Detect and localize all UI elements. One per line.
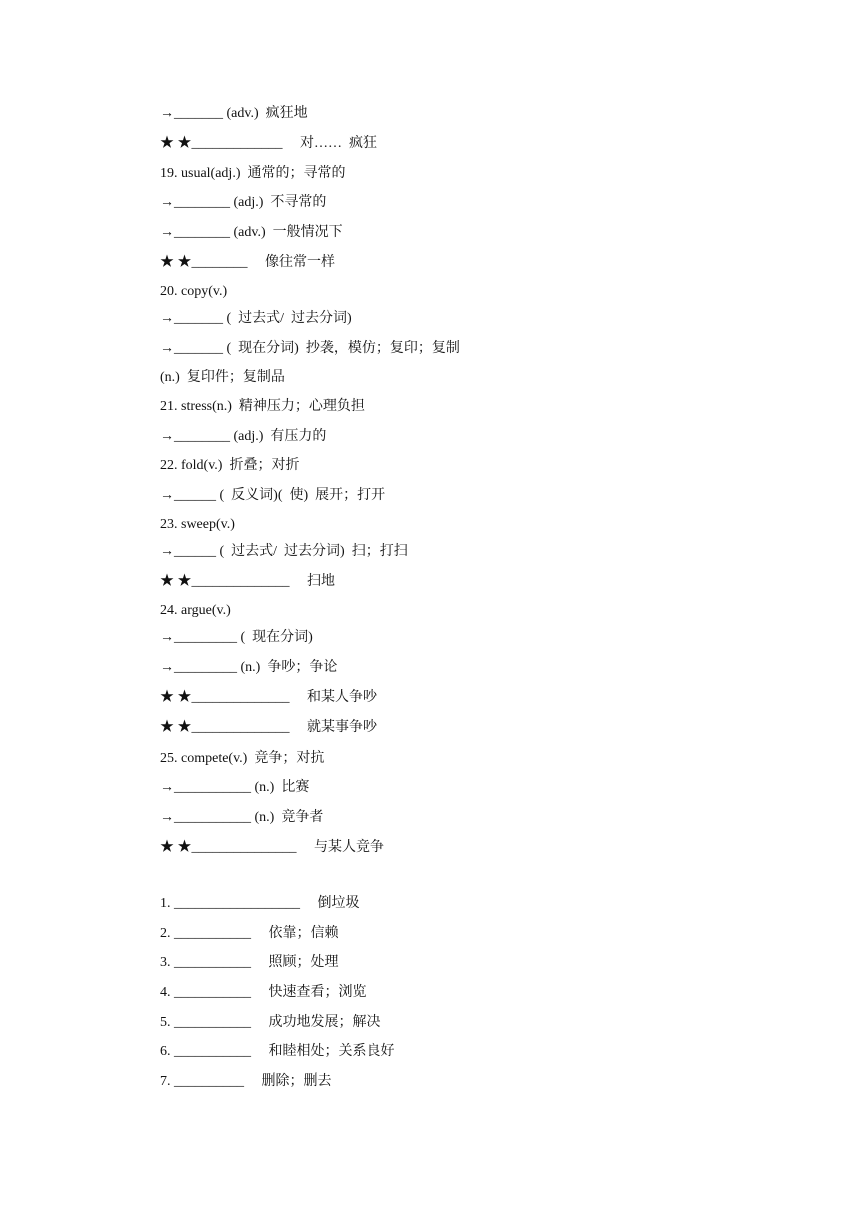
- text-line: 7. __________ 删除；删去: [160, 1074, 332, 1089]
- text-line: →______ ( 反义词)( 使) 展开；打开: [160, 488, 386, 503]
- text-line: 23. sweep(v.): [160, 517, 235, 532]
- text-line: ★ ★______________ 就某事争吵: [160, 720, 377, 735]
- text-line: 5. ___________ 成功地发展；解决: [160, 1015, 381, 1030]
- text-line: 3. ___________ 照顾；处理: [160, 955, 339, 970]
- text-line: 19. usual(adj.) 通常的；寻常的: [160, 166, 346, 181]
- text-line: 2. ___________ 依靠；信赖: [160, 926, 339, 941]
- text-line: (n.) 复印件；复制品: [160, 370, 285, 385]
- text-line: →________ (adv.) 一般情况下: [160, 225, 343, 240]
- text-line: ★ ★_______________ 与某人竞争: [160, 840, 384, 855]
- text-line: ★ ★_____________ 对…… 疯狂: [160, 136, 377, 151]
- text-line: 6. ___________ 和睦相处；关系良好: [160, 1044, 395, 1059]
- text-line: →___________ (n.) 比赛: [160, 780, 310, 795]
- text-line: 24. argue(v.): [160, 603, 231, 618]
- text-line: 22. fold(v.) 折叠；对折: [160, 458, 300, 473]
- text-line: 20. copy(v.): [160, 284, 228, 299]
- text-line: →________ (adj.) 不寻常的: [160, 195, 327, 210]
- text-line: 25. compete(v.) 竞争；对抗: [160, 751, 325, 766]
- text-line: →_________ ( 现在分词): [160, 630, 313, 645]
- text-line: ★ ★________ 像往常一样: [160, 255, 335, 270]
- text-line: →___________ (n.) 竞争者: [160, 810, 324, 825]
- text-line: ★ ★______________ 和某人争吵: [160, 690, 377, 705]
- text-line: 4. ___________ 快速查看；浏览: [160, 985, 367, 1000]
- text-line: →_________ (n.) 争吵；争论: [160, 660, 338, 675]
- text-line: →_______ ( 过去式/ 过去分词): [160, 311, 352, 326]
- text-line: 21. stress(n.) 精神压力；心理负担: [160, 399, 365, 414]
- text-line: →_______ ( 现在分词) 抄袭，模仿；复印；复制: [160, 341, 460, 356]
- text-line: ★ ★______________ 扫地: [160, 574, 335, 589]
- text-line: 1. __________________ 倒垃圾: [160, 896, 360, 911]
- text-line: →_______ (adv.) 疯狂地: [160, 106, 308, 121]
- text-line: →______ ( 过去式/ 过去分词) 扫；打扫: [160, 544, 408, 559]
- text-line: →________ (adj.) 有压力的: [160, 429, 327, 444]
